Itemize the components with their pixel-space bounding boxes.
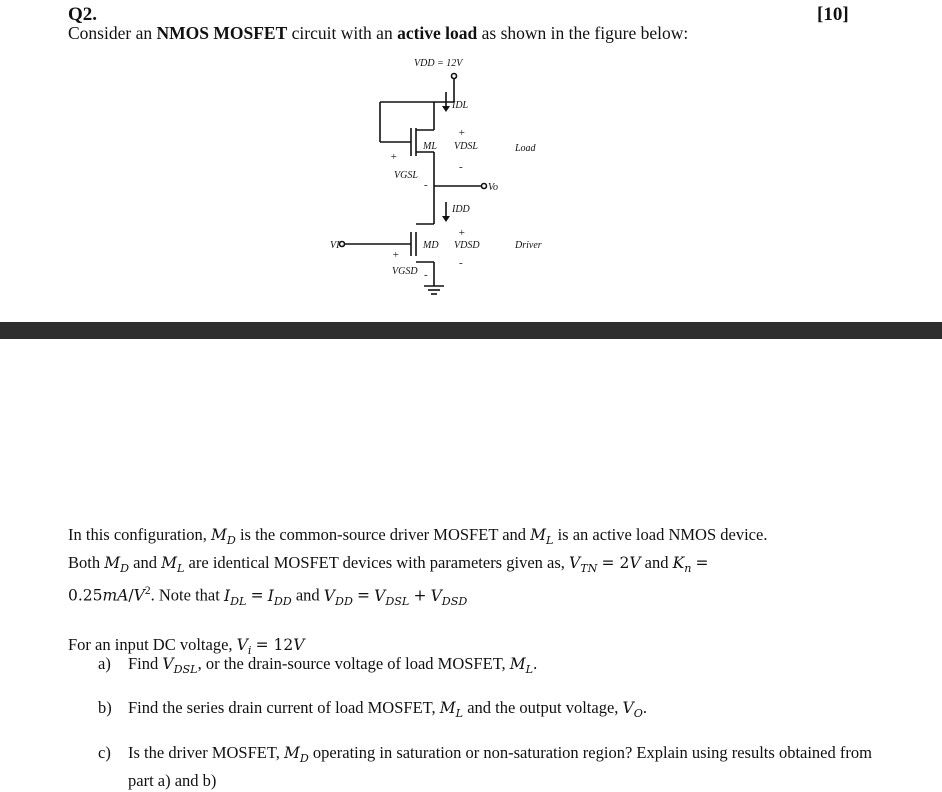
vgsd-plus: + <box>392 249 400 261</box>
md-label: MD <box>423 240 439 251</box>
question-number: Q2. <box>68 4 98 25</box>
vdsd-label: VDSD <box>454 240 480 251</box>
vdsl-label: VDSL <box>454 141 478 152</box>
load-label: Load <box>515 143 536 154</box>
body-line-3: $0.25mA/V^2$. Note that $I_{DL} = I_{DD}$ and $V_{DD} = V_{DSL} + V_{DSD}$ <box>68 585 468 608</box>
intro-text: Consider an NMOS MOSFET circuit with an active load as shown in the figure below: <box>68 23 689 43</box>
body-line-1: In this configuration, $M_D$ is the common-source driver MOSFET and $M_L$ is an active load NMOS device. <box>68 525 768 548</box>
question-b: b) Find the series drain current of load MOSFET, $M_L$ and the output voltage, $V_O$. <box>98 698 648 721</box>
divider-bar <box>0 322 942 339</box>
vdd-label: VDD = 12V <box>414 58 463 69</box>
vdsl-minus: - <box>459 161 463 173</box>
circuit-diagram <box>330 52 560 304</box>
question-c-label: c) <box>98 743 111 762</box>
vi-label: VI <box>330 240 340 251</box>
idd-label: IDD <box>452 204 470 215</box>
idl-label: IDL <box>452 100 469 111</box>
vdsd-minus: - <box>459 257 463 269</box>
marks: [10] <box>817 4 849 25</box>
question-c: Is the driver MOSFET, $M_D$ operating in saturation or non-saturation region? Explain using results obtained from part a) and b) <box>128 743 872 791</box>
vdsd-plus: + <box>458 227 466 239</box>
vgsl-plus: + <box>390 151 398 163</box>
vgsl-label: VGSL <box>394 170 418 181</box>
question-a: a) Find $V_{DSL}$, or the drain-source voltage of load MOSFET, $M_L$. <box>98 654 538 677</box>
vgsl-minus: - <box>424 179 428 191</box>
vdsl-plus: + <box>458 127 466 139</box>
body-line-2: Both $M_D$ and $M_L$ are identical MOSFET devices with parameters given as, $V_{TN} = 2V$ and $K_n$ = <box>68 553 709 576</box>
ml-label: ML <box>423 141 437 152</box>
vo-label: Vo <box>488 182 498 193</box>
vgsd-minus: - <box>424 269 428 281</box>
vgsd-label: VGSD <box>392 266 418 277</box>
body-paragraph <box>68 524 853 662</box>
driver-label: Driver <box>515 240 542 251</box>
input-line: For an input DC voltage, $V_i = 12V$ <box>68 634 305 657</box>
